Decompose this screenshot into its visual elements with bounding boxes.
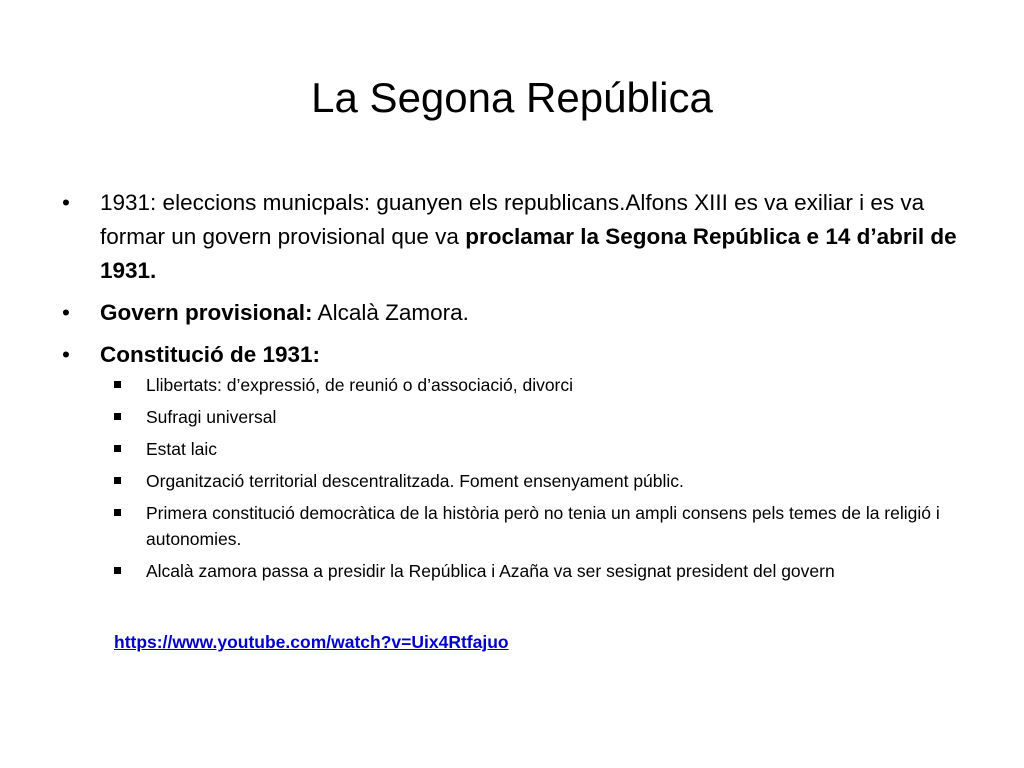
sub-bullet-item: [62, 404, 962, 430]
slide-title: La Segona República: [311, 74, 713, 121]
square-bullet-icon: [114, 381, 121, 388]
bullet-constitucio: [62, 338, 962, 372]
bullet-1931-elections: [62, 186, 962, 288]
bullet-text: Alcalà Zamora.: [312, 300, 469, 325]
bullet-dot: •: [62, 300, 70, 325]
sub-bullet-text: Llibertats: d’expressió, de reunió o d’associació, divorci: [146, 375, 574, 395]
square-bullet-icon: [114, 509, 121, 516]
square-bullet-icon: [114, 413, 121, 420]
youtube-link[interactable]: https://www.youtube.com/watch?v=Uix4Rtfajuo: [114, 632, 509, 652]
sub-bullet-item: [62, 372, 962, 398]
bullet-govern-provisional: [62, 296, 962, 330]
square-bullet-icon: [114, 445, 121, 452]
sub-bullet-text: Primera constitució democràtica de la història però no tenia un ampli consens pels temes de la religió i autonomies.: [146, 503, 940, 549]
sub-bullet-text: Estat laic: [146, 439, 217, 459]
sub-bullet-item: [62, 436, 962, 462]
bullet-dot: •: [62, 190, 70, 215]
bullet-bold-text: Govern provisional:: [100, 300, 313, 325]
constitucio-sublist: [62, 372, 962, 584]
bullet-text: 1931: eleccions municpals: guanyen els republicans.Alfons XIII es va exiliar i es va formar un govern provisional que va: [100, 190, 925, 249]
slide-content: [62, 186, 962, 590]
bullet-dot: •: [62, 342, 70, 367]
sub-bullet-text: Organització territorial descentralitzada. Foment ensenyament públic.: [146, 471, 684, 491]
sub-bullet-text: Alcalà zamora passa a presidir la República i Azaña va ser sesignat president del govern: [146, 561, 835, 581]
square-bullet-icon: [114, 477, 121, 484]
bullet-bold-text: Constitució de 1931:: [100, 342, 321, 367]
sub-bullet-item: [62, 468, 962, 494]
square-bullet-icon: [114, 567, 121, 574]
sub-bullet-item: [62, 558, 962, 584]
sub-bullet-item: [62, 500, 962, 552]
sub-bullet-text: Sufragi universal: [146, 407, 277, 427]
bullet-bold-text: proclamar la Segona República e 14 d’abril de 1931.: [100, 224, 957, 283]
